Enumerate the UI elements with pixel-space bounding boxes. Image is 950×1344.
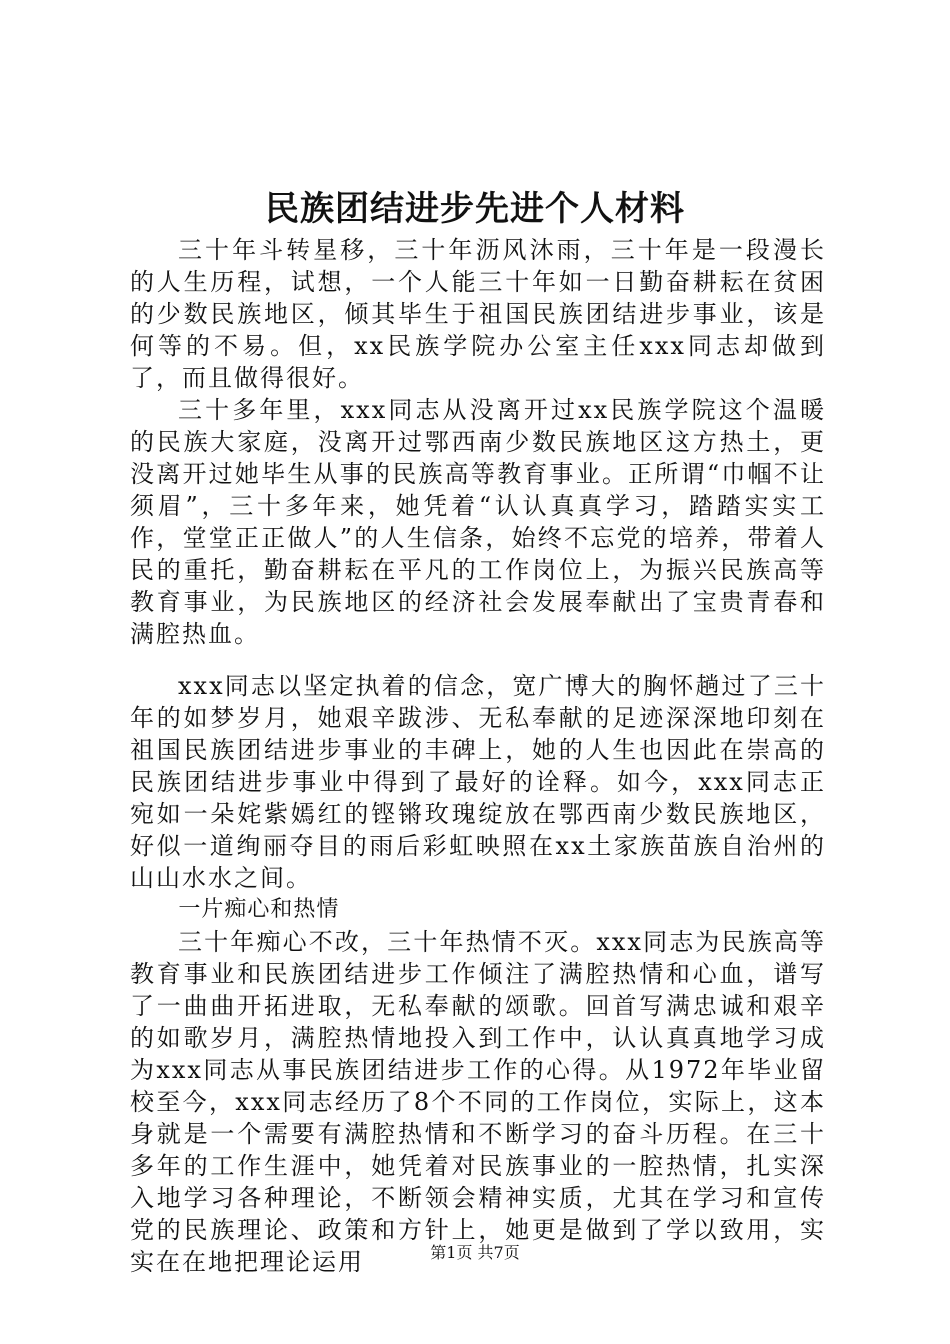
section-paragraph: 三十年痴心不改，三十年热情不灭。xxx同志为民族高等教育事业和民族团结进步工作倾注了满腔热情和心血，谱写了一曲曲开拓进取，无私奉献的颂歌。回首写满忠诚和艰辛的如歌岁月，满腔热情地投入到工作中，认认真真地学习成为xxx同志从事民族团结进步工作的心得。从1972年毕业留校至今，xxx同志经历了8个不同的工作岗位，实际上，这本身就是一个需要有满腔热情和不断学习的奋斗历程。在三十多年的工作生涯中，她凭着对民族事业的一腔热情，扎实深入地学习各种理论，不断领会精神实质，尤其在学习和宣传党的民族理论、政策和方针上，她更是做到了学以致用，实实在在地把理论运用	[130, 928, 826, 1276]
document-body	[130, 234, 826, 1278]
paragraph-2: 三十多年里，xxx同志从没离开过xx民族学院这个温暖的民族大家庭，没离开过鄂西南少数民族地区这方热土，更没离开过她毕生从事的民族高等教育事业。正所谓“巾帼不让须眉”，三十多年来，她凭着“认认真真学习，踏踏实实工作，堂堂正正做人”的人生信条，始终不忘党的培养，带着人民的重托，勤奋耕耘在平凡的工作岗位上，为振兴民族高等教育事业，为民族地区的经济社会发展奉献出了宝贵青春和满腔热血。	[130, 396, 826, 648]
paragraph-1: 三十年斗转星移，三十年沥风沐雨，三十年是一段漫长的人生历程，试想，一个人能三十年如一日勤奋耕耘在贫困的少数民族地区，倾其毕生于祖国民族团结进步事业，该是何等的不易。但，xx民族学院办公室主任xxx同志却做到了，而且做得很好。	[130, 236, 826, 392]
document-title: 民族团结进步先进个人材料	[265, 189, 685, 229]
paragraph-3: xxx同志以坚定执着的信念，宽广博大的胸怀趟过了三十年的如梦岁月，她艰辛跋涉、无私奉献的足迹深深地印刻在祖国民族团结进步事业的丰碑上，她的人生也因此在崇高的民族团结进步事业中得到了最好的诠释。如今，xxx同志正宛如一朵姹紫嫣红的铿锵玫瑰绽放在鄂西南少数民族地区，好似一道绚丽夺目的雨后彩虹映照在xx土家族苗族自治州的山山水水之间。	[130, 672, 826, 892]
page-number: 第1页 共7页	[430, 1243, 520, 1262]
section-heading: 一片痴心和热情	[178, 897, 340, 922]
